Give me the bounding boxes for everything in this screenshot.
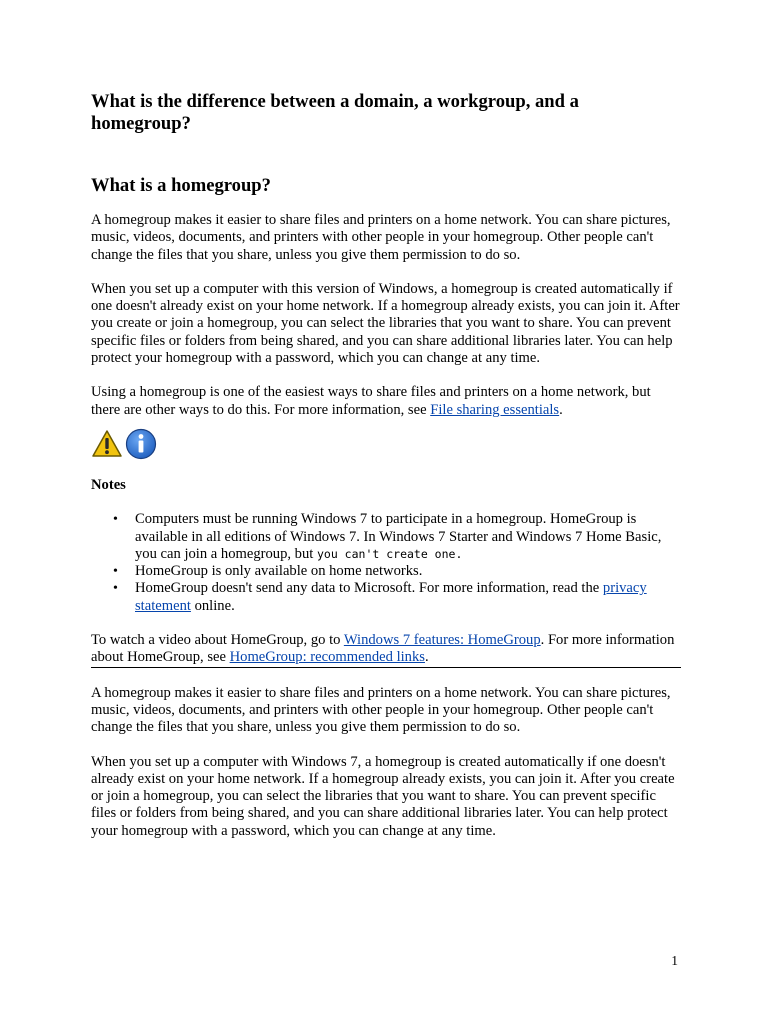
warning-icon <box>91 429 123 464</box>
info-icon <box>125 428 157 465</box>
list-item <box>135 563 683 580</box>
privacy-statement-link[interactable]: privacy statement <box>135 580 647 614</box>
note-2-text: HomeGroup is only available on home networks. <box>135 563 423 580</box>
intro-paragraph-2: When you set up a computer with this version of Windows, a homegroup is created automatically if one doesn't already exist on your home network. If a homegroup already exists, you can join it. After you create or join a homegroup, you can select the libraries that you want to share. You can prevent specific files or folders from being shared, and you can share additional libraries later. You can help protect your homegroup with a password, which you can change at any time. <box>91 280 680 367</box>
list-item <box>135 580 683 615</box>
intro-paragraph-3 <box>91 384 683 419</box>
note-1-mono-text: you can't create one. <box>316 546 463 561</box>
page-number: 1 <box>671 953 678 968</box>
video-paragraph-prefix: To watch a video about HomeGroup, go to <box>91 632 344 649</box>
intro-paragraph-1: A homegroup makes it easier to share files and printers on a home network. You can share pictures, music, videos, documents, and printers with other people in your homegroup. Other people can't change the files that you share, unless you give them permission to do so. <box>91 212 671 263</box>
file-sharing-essentials-link[interactable]: File sharing essentials <box>430 401 560 418</box>
section-heading: What is a homegroup? <box>91 175 271 196</box>
document-page <box>91 91 683 840</box>
note-3-end: online. <box>190 597 235 614</box>
note-1-text: Computers must be running Windows 7 to participate in a homegroup. HomeGroup is available in all editions of Windows 7. In Windows 7 Starter and Windows 7 Home Basic, you can join a homegroup, but <box>135 511 662 562</box>
repeat-paragraph-2: When you set up a computer with Windows 7, a homegroup is created automatically if one doesn't already exist on your home network. If a homegroup already exists, you can join it. After you create or join a homegroup, you can select the libraries that you want to share. You can prevent specific files or folders from being shared, and you can share additional libraries later. You can help protect your homegroup with a password, which you can change at any time. <box>91 753 675 839</box>
page-title: What is the difference between a domain, a workgroup, and a homegroup? <box>91 91 579 134</box>
notes-list <box>91 511 683 615</box>
list-item <box>135 511 683 563</box>
note-3-text: HomeGroup doesn't send any data to Microsoft. For more information, read the <box>135 580 603 597</box>
homegroup-recommended-links-link[interactable]: HomeGroup: recommended links <box>229 649 425 666</box>
video-paragraph-end: . <box>424 649 429 666</box>
notes-heading: Notes <box>91 476 126 493</box>
video-paragraph <box>91 632 683 667</box>
intro-paragraph-3-end: . <box>559 401 563 418</box>
intro-paragraph-3-text: Using a homegroup is one of the easiest ways to share files and printers on a home network, but there are other ways to do this. For more information, see <box>91 384 651 418</box>
windows-7-features-homegroup-link[interactable]: Windows 7 features: HomeGroup <box>343 632 541 649</box>
notice-icons <box>91 431 683 463</box>
video-paragraph-middle: . For more information about HomeGroup, see <box>91 632 675 666</box>
repeat-paragraph-1: A homegroup makes it easier to share files and printers on a home network. You can share pictures, music, videos, documents, and printers with other people in your homegroup. Other people can't change the files that you share, unless you give them permission to do so. <box>91 684 671 736</box>
